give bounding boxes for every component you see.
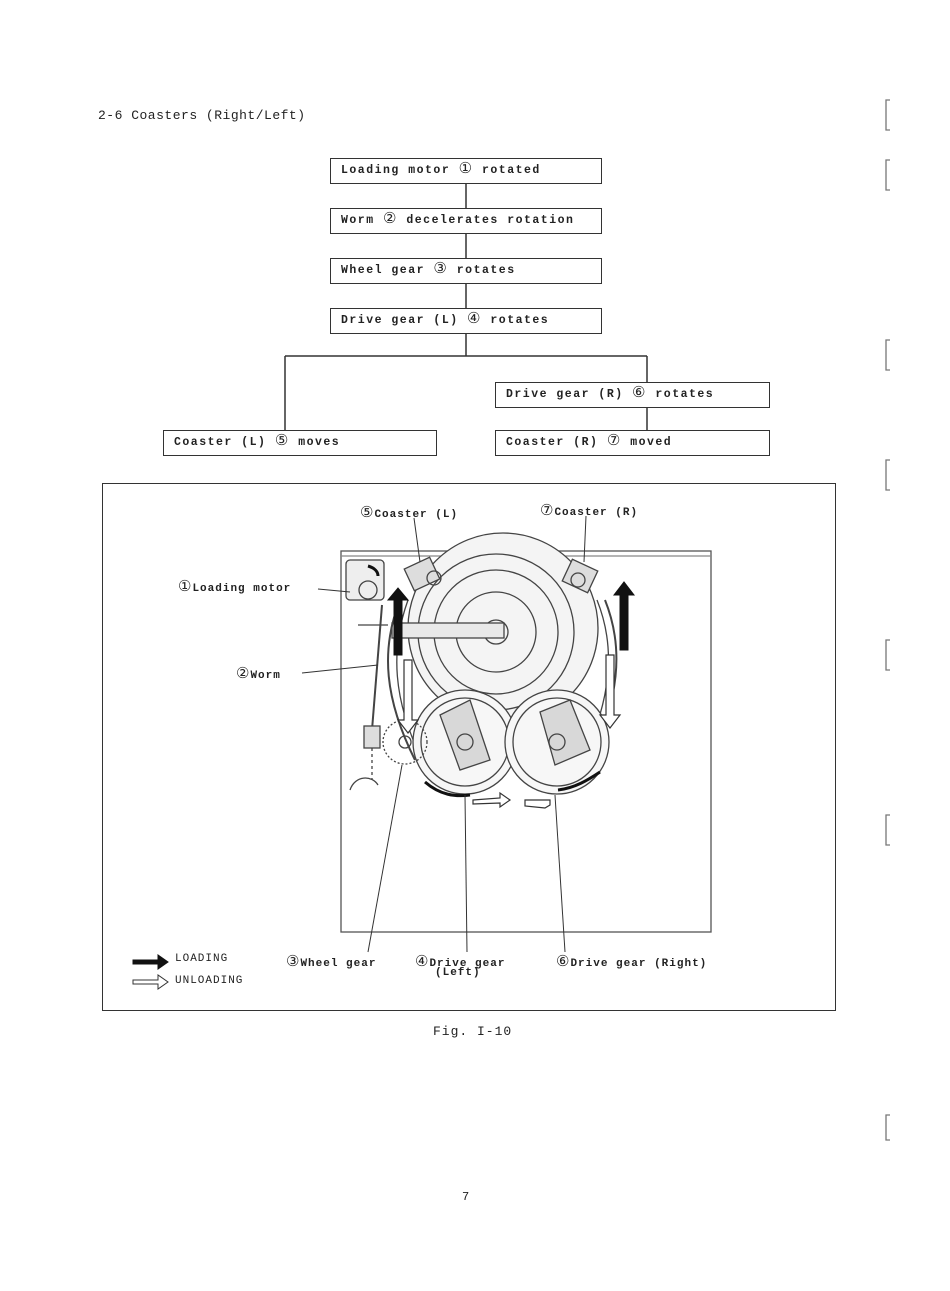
label-drive-gear-right bbox=[556, 952, 707, 971]
flow-text2: moved bbox=[630, 436, 673, 449]
label-num: ① bbox=[178, 579, 193, 596]
section-title: 2-6 Coasters (Right/Left) bbox=[98, 108, 306, 123]
label-num: ⑦ bbox=[540, 503, 555, 520]
label-coaster-l bbox=[360, 503, 458, 522]
legend-unloading-label: UNLOADING bbox=[175, 975, 244, 987]
flow-text: Drive gear (R) bbox=[506, 388, 624, 401]
label-worm bbox=[236, 664, 281, 683]
legend-loading-label: LOADING bbox=[175, 953, 229, 965]
flow-text2: rotated bbox=[481, 164, 541, 177]
label-num: ⑥ bbox=[556, 954, 571, 971]
flow-text: Wheel gear bbox=[341, 264, 426, 277]
figure-caption: Fig. I-10 bbox=[433, 1024, 513, 1039]
label-wheel-gear bbox=[286, 952, 376, 971]
flow-text: Drive gear (L) bbox=[341, 314, 459, 327]
flow-text2: rotates bbox=[655, 388, 715, 401]
flow-text: Coaster (R) bbox=[506, 436, 599, 449]
label-text: Wheel gear bbox=[300, 958, 377, 970]
edge-marks bbox=[886, 100, 890, 1140]
label-text: Coaster (L) bbox=[374, 509, 459, 521]
label-text: Drive gear bbox=[429, 958, 506, 970]
figure-frame bbox=[102, 483, 836, 1011]
label-text: Coaster (R) bbox=[554, 507, 639, 519]
flow-num: ④ bbox=[467, 311, 482, 328]
flow-num: ③ bbox=[433, 261, 449, 278]
flow-text2: rotates bbox=[456, 264, 516, 277]
flow-num: ① bbox=[458, 161, 474, 178]
label-coaster-r bbox=[540, 501, 638, 520]
flow-num: ⑦ bbox=[606, 433, 622, 450]
flow-num: ② bbox=[383, 211, 398, 228]
flow-num: ⑤ bbox=[274, 433, 290, 450]
flow-text2: decelerates rotation bbox=[406, 214, 575, 227]
flow-text: Loading motor bbox=[341, 164, 451, 177]
flow-text: Worm bbox=[341, 214, 375, 227]
label-loading-motor bbox=[178, 577, 291, 596]
page-number: 7 bbox=[462, 1190, 470, 1204]
label-num: ④ bbox=[415, 954, 430, 971]
label-num: ③ bbox=[286, 954, 301, 971]
flowchart-connectors bbox=[285, 184, 647, 430]
flow-text: Coaster (L) bbox=[174, 436, 267, 449]
label-text: Loading motor bbox=[192, 583, 292, 595]
label-drive-gear-left-sub: (Left) bbox=[435, 967, 481, 979]
flow-text2: moves bbox=[298, 436, 341, 449]
label-text: Worm bbox=[250, 670, 281, 682]
label-num: ② bbox=[236, 666, 251, 683]
label-text: Drive gear (Right) bbox=[570, 958, 708, 970]
label-num: ⑤ bbox=[360, 505, 375, 522]
flow-text2: rotates bbox=[490, 314, 550, 327]
flow-num: ⑥ bbox=[632, 385, 647, 402]
